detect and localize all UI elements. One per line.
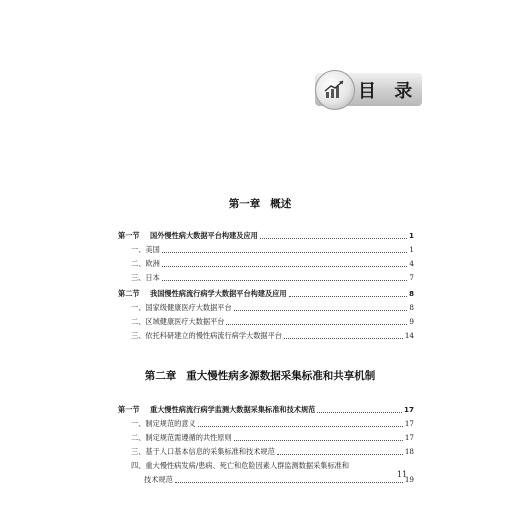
toc-item-row[interactable]: [118, 302, 414, 314]
entry-label: 二、欧洲: [131, 259, 160, 268]
entry-page: 17: [404, 433, 414, 442]
chapter-heading: [0, 368, 520, 383]
dot-leader: [226, 324, 407, 325]
toc-item-row[interactable]: [118, 316, 414, 328]
section-number: 第一节: [118, 231, 140, 240]
toc-section-row[interactable]: [118, 230, 414, 242]
entry-label: 三、日本: [131, 273, 160, 282]
toc-section-row[interactable]: [118, 288, 414, 300]
entry-label: 技术规范: [144, 475, 173, 484]
toc-title: 目 录: [358, 81, 419, 102]
entry-label: 二、制定规范需遵循的共性原则: [131, 433, 232, 442]
dot-leader: [175, 482, 403, 483]
dot-leader: [162, 280, 408, 281]
entry-label: 一、美国: [131, 245, 160, 254]
dot-leader: [260, 238, 407, 239]
toc-item-row[interactable]: [118, 258, 414, 270]
toc-item-row[interactable]: [118, 330, 414, 342]
chapter-title: 重大慢性病多源数据采集标准和共享机制: [186, 370, 376, 382]
dot-leader: [284, 338, 403, 339]
section-number: 第二节: [118, 289, 140, 298]
entry-page: 17: [404, 419, 414, 428]
entry-label: 四、重大慢性病发病/患病、死亡和危险因素人群监测数据采集标准和: [131, 461, 350, 470]
entry-label: 国外慢性病大数据平台构建及应用: [150, 231, 258, 240]
entry-label: 三、基于人口基本信息的采集标准和技术规范: [131, 447, 275, 456]
toc-item-row[interactable]: [118, 418, 414, 430]
toc-item-row[interactable]: [118, 272, 414, 284]
entry-page: 7: [409, 273, 414, 282]
entry-label: 二、区域健康医疗大数据平台: [131, 317, 225, 326]
dot-leader: [234, 310, 408, 311]
dot-leader: [289, 296, 407, 297]
dot-leader: [317, 412, 402, 413]
entry-page: 18: [404, 447, 414, 456]
dot-leader: [234, 440, 403, 441]
entry-label: 一、国家级健康医疗大数据平台: [131, 303, 232, 312]
entry-page: 8: [409, 303, 414, 312]
toc-item-row[interactable]: [118, 460, 414, 472]
dot-leader: [162, 252, 408, 253]
entry-page: 17: [403, 405, 414, 414]
chapter-number: 第一章: [228, 198, 261, 210]
entry-label: 一、制定规范的意义: [131, 419, 196, 428]
chapter-number: 第二章: [144, 370, 177, 382]
toc-item-row[interactable]: [118, 432, 414, 444]
entry-page: 9: [409, 317, 414, 326]
entry-page: 14: [404, 331, 414, 340]
dot-leader: [162, 266, 408, 267]
toc-item-row[interactable]: [118, 446, 414, 458]
entry-page: 1: [408, 231, 414, 240]
dot-leader: [277, 454, 403, 455]
entry-label: 三、依托科研建立的慢性病流行病学大数据平台: [131, 331, 282, 340]
toc-item-row[interactable]: [118, 244, 414, 256]
chart-growth-icon: [315, 70, 355, 110]
entry-label: 重大慢性病流行病学监测大数据采集标准和技术规范: [150, 405, 316, 414]
dot-leader: [198, 426, 403, 427]
toc-section-row[interactable]: [118, 404, 414, 416]
page-number: 11: [397, 470, 408, 479]
section-number: 第一节: [118, 405, 140, 414]
chapter-heading: [0, 196, 520, 211]
chapter-title: 概述: [270, 198, 292, 210]
entry-page: 1: [409, 245, 414, 254]
entry-label: 我国慢性病流行病学大数据平台构建及应用: [150, 289, 287, 298]
entry-page: 19: [404, 475, 414, 484]
toc-item-row[interactable]: [118, 474, 414, 486]
entry-page: 8: [408, 289, 414, 298]
entry-page: 4: [409, 259, 414, 268]
